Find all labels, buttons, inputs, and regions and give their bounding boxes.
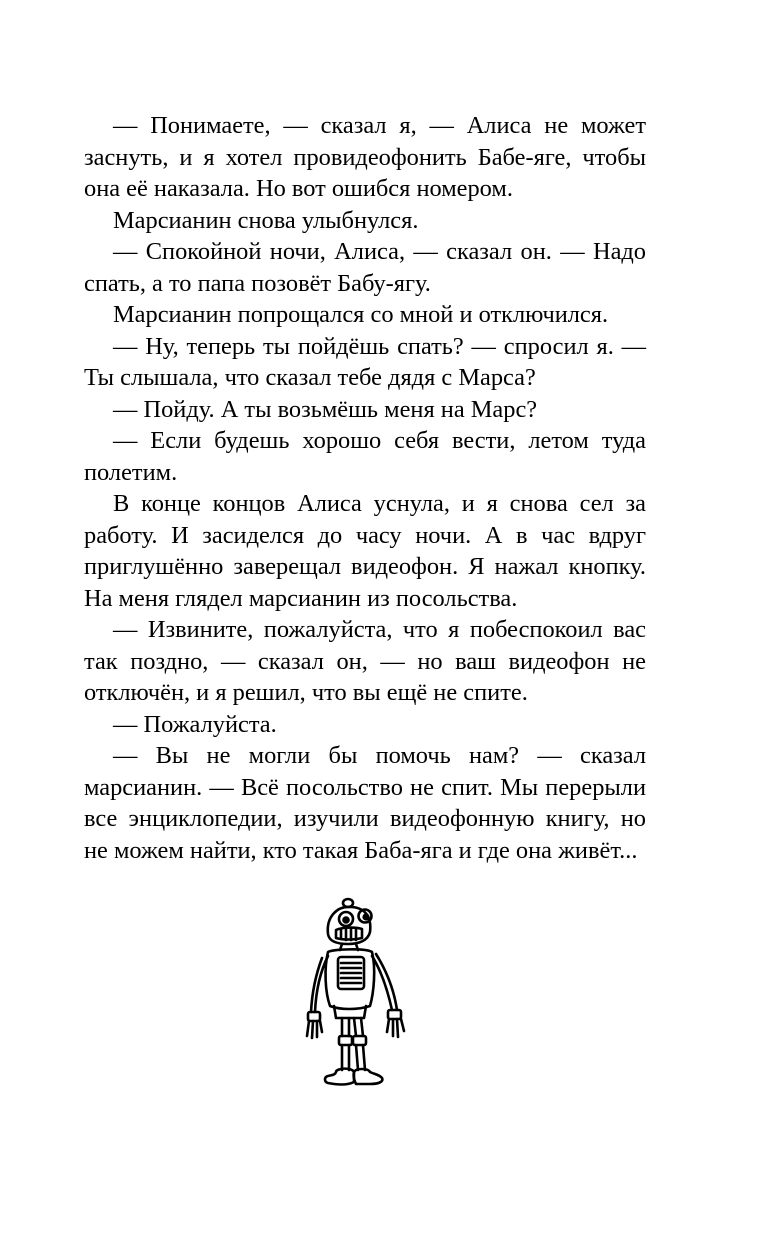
robot-icon	[298, 894, 426, 1106]
paragraph: — Понимаете, — сказал я, — Алиса не может заснуть, и я хотел провидеофонить Бабе-яге, чтобы она её наказала. Но вот ошибся номером.	[84, 112, 646, 202]
paragraph: — Пожалуйста.	[113, 710, 277, 738]
paragraph: — Извините, пожалуйста, что я побеспокоил вас так поздно, — сказал он, — но ваш видеофон не отключён, и я решил, что вы ещё не спите.	[84, 616, 646, 706]
paragraph: — Если будешь хорошо себя вести, летом туда полетим.	[84, 427, 646, 486]
paragraph: В конце концов Алиса уснула, и я снова сел за работу. И засиделся до часу ночи. А в час вдруг приглушённо заверещал видеофон. Я нажал кнопку. На меня глядел марсианин из посольства.	[84, 490, 646, 612]
paragraph: Марсианин попрощался со мной и отключился.	[113, 301, 609, 328]
paragraph: — Пойду. А ты возьмёшь меня на Марс?	[113, 395, 538, 423]
paragraph: — Вы не могли бы помочь нам? — сказал марсианин. — Всё посольство не спит. Мы перерыли все энциклопедии, изучили видеофонную книгу, но не можем найти, кто такая Баба-яга и где она живёт...	[84, 742, 646, 864]
paragraph: — Спокойной ночи, Алиса, — сказал он. — Надо спать, а то папа позовёт Бабу-ягу.	[84, 238, 646, 297]
paragraph: — Ну, теперь ты пойдёшь спать? — спросил я. — Ты слышала, что сказал тебе дядя с Марса?	[84, 332, 646, 391]
page-text	[84, 110, 646, 866]
paragraph: Марсианин снова улыбнулся.	[113, 206, 419, 234]
